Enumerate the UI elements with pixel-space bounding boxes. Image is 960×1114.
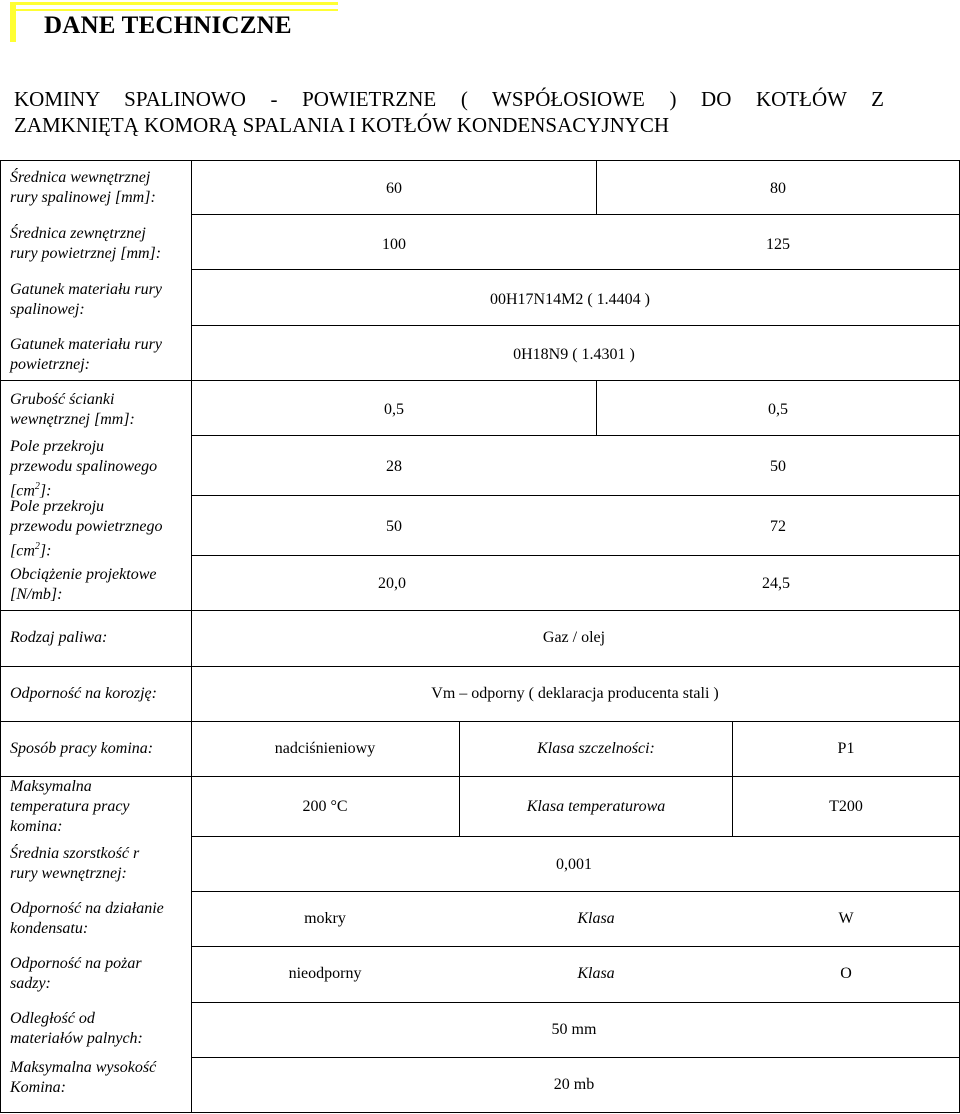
label-air-material: Gatunek materiału rury powietrznej: [10,336,162,373]
grid-line [192,325,960,326]
grid-line [192,495,960,496]
grid-line [192,214,960,215]
label-max-height: Maksymalna wysokość Komina: [10,1059,157,1096]
value-flue-cross-section-b: 50 [770,458,786,475]
label-column-divider [191,160,192,1113]
value-outer-diameter-a: 100 [382,236,406,253]
label-soot-fire-resistance: Odporność na pożar sadzy: [10,955,142,992]
value-max-height: 20 mb [553,1076,595,1093]
grid-line [192,555,960,556]
value-wall-thickness-a: 0,5 [384,401,404,418]
table-border-left [0,160,1,1113]
value-flue-material: 00H17N14M2 ( 1.4404 ) [490,291,650,308]
label-condensate-class: Klasa [577,910,615,927]
value-air-material: 0H18N9 ( 1.4301 ) [513,346,635,363]
label-temperature-class: Klasa temperaturowa [526,798,666,815]
value-max-temperature: 200 °C [302,798,348,815]
page-subtitle [14,86,884,138]
subtitle-line-2: ZAMKNIĘTĄ KOMORĄ SPALANIA I KOTŁÓW KONDENSACYJNYCH [14,113,670,137]
grid-line [192,891,960,892]
label-wall-thickness: Grubość ścianki wewnętrznej [mm]: [10,391,135,428]
grid-line [192,1002,960,1003]
label-design-load: Obciążenie projektowe [N/mb]: [10,566,157,603]
grid-line [732,721,733,836]
label-fuel-type: Rodzaj paliwa: [10,629,108,646]
label-flammable-distance: Odległość od materiałów palnych: [10,1010,143,1047]
value-flue-cross-section-a: 28 [386,458,402,475]
grid-line [192,946,960,947]
grid-line [0,380,960,381]
value-inner-diameter-a: 60 [386,180,402,197]
label-flue-material: Gatunek materiału rury spalinowej: [10,281,162,318]
value-soot-fire-resistance: nieodporny [288,965,362,982]
label-tightness-class: Klasa szczelności: [537,740,655,757]
value-temperature-class: T200 [829,798,863,815]
value-condensate-class: W [838,910,854,927]
grid-line [459,721,460,836]
page-title: DANE TECHNICZNE [44,12,292,39]
value-operating-mode: nadciśnieniowy [274,740,376,757]
table-border-top [0,160,960,161]
label-corrosion-resistance: Odporność na korozję: [10,685,157,702]
value-inner-diameter-b: 80 [770,180,786,197]
label-air-cross-section: Pole przekroju przewodu powietrznego $[cm^2]$: [10,498,163,560]
value-air-cross-section-b: 72 [770,518,786,535]
grid-line [192,269,960,270]
table-border-bottom [0,1112,960,1113]
label-max-temperature: Maksymalna temperatura pracy komina: [10,778,130,835]
label-inner-diameter: Średnica wewnętrznej rury spalinowej [mm]: [10,169,156,206]
value-corrosion-resistance: Vm – odporny ( deklaracja producenta stali ) [431,685,719,702]
value-flammable-distance: 50 mm [551,1021,597,1038]
value-design-load-a: 20,0 [378,575,406,592]
value-design-load-b: 24,5 [762,575,790,592]
value-roughness: 0,001 [556,856,592,873]
grid-line [192,836,960,837]
grid-line [0,610,960,611]
value-fuel-type: Gaz / olej [542,629,606,646]
label-soot-fire-class: Klasa [577,965,615,982]
label-condensate-resistance: Odporność na działanie kondensatu: [10,900,164,937]
value-tightness-class: P1 [837,740,855,757]
label-outer-diameter: Średnica zewnętrznej rury powietrznej [mm]: [10,225,162,262]
value-condensate-resistance: mokry [304,910,346,927]
grid-line [192,1057,960,1058]
label-roughness: Średnia szorstkość r rury wewnętrznej: [10,845,140,882]
value-wall-thickness-b: 0,5 [768,401,788,418]
value-outer-diameter-b: 125 [766,236,790,253]
subtitle-line-1: KOMINY SPALINOWO - POWIETRZNE ( WSPÓŁOSIOWE ) DO KOTŁÓW Z [14,87,884,111]
grid-line [0,721,960,722]
grid-line [596,160,597,215]
label-flue-cross-section: Pole przekroju przewodu spalinowego $[cm^2]$: [10,438,158,500]
value-soot-fire-class: O [840,965,852,982]
grid-line [0,666,960,667]
value-air-cross-section-a: 50 [386,518,402,535]
grid-line [192,435,960,436]
grid-line [596,380,597,435]
label-operating-mode: Sposób pracy komina: [10,740,154,757]
